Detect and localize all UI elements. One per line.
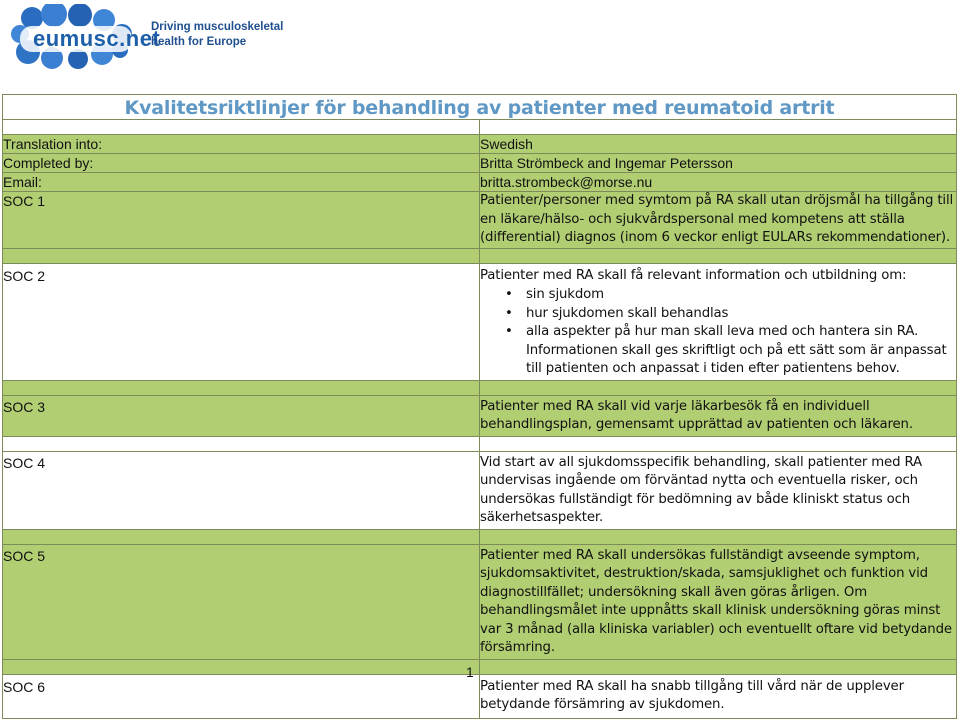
logo-tagline xyxy=(151,20,283,50)
soc2-label: SOC 2 xyxy=(3,263,480,380)
completed-row xyxy=(3,154,957,173)
completed-label: Completed by: xyxy=(3,154,480,173)
title-cell xyxy=(3,95,957,120)
page-number: 1 xyxy=(466,664,474,680)
list-item: • sin sjukdom xyxy=(526,286,956,305)
translation-label: Translation into: xyxy=(3,135,480,154)
soc2-bullet-list xyxy=(480,286,956,379)
soc5-text: Patienter med RA skall undersökas fullständigt avseende symptom, sjukdomsaktivitet, destruktion/skada, samsjuklighet och funktion vid diagnostillfället; undersökning skall även göras årligen. Om behandlingsmålet inte uppnåtts skall klinisk undersökning göras minst var 3 månad (alla kliniska variabler) och eventuellt oftare vid betydande försämring. xyxy=(480,544,957,659)
soc3-label: SOC 3 xyxy=(3,395,480,436)
soc4-label: SOC 4 xyxy=(3,451,480,529)
email-label: Email: xyxy=(3,173,480,192)
tagline-line-2: health for Europe xyxy=(151,36,247,48)
spacer-row xyxy=(3,380,957,395)
list-item: • alla aspekter på hur man skall leva med och hantera sin RA. Informationen skall ges skriftligt och på ett sätt som är anpassat till patienten och anpassat i tiden efter patientens behov. xyxy=(526,323,956,379)
soc1-row xyxy=(3,192,957,249)
spacer-row xyxy=(3,529,957,544)
soc2-intro: Patienter med RA skall få relevant information och utbildning om: xyxy=(480,267,907,283)
soc6-text: Patienter med RA skall ha snabb tillgång till vård när de upplever betydande försämring av sjukdomen. xyxy=(480,674,957,718)
soc5-row xyxy=(3,544,957,659)
email-row xyxy=(3,173,957,192)
spacer-row xyxy=(3,659,957,674)
logo-wordmark: eumusc.net xyxy=(33,26,161,51)
spacer-row xyxy=(3,436,957,451)
eumusc-logo xyxy=(8,2,338,70)
soc4-row xyxy=(3,451,957,529)
translation-value: Swedish xyxy=(480,135,957,154)
spacer-row xyxy=(3,120,957,135)
guidelines-table xyxy=(2,94,957,719)
soc2-row xyxy=(3,263,957,380)
email-value: britta.strombeck@morse.nu xyxy=(480,173,957,192)
spacer-row xyxy=(3,248,957,263)
title-row xyxy=(3,95,957,120)
soc6-label: SOC 6 xyxy=(3,674,480,718)
soc6-row xyxy=(3,674,957,718)
soc1-label: SOC 1 xyxy=(3,192,480,249)
soc3-row xyxy=(3,395,957,436)
document-title: Kvalitetsriktlinjer för behandling av patienter med reumatoid artrit xyxy=(124,97,835,119)
soc4-text: Vid start av all sjukdomsspecifik behandling, skall patienter med RA undervisas ingående om förväntad nytta och eventuella risker, och undersökas fullständigt för bedömning av både kliniskt status och säkerhetsaspekter. xyxy=(480,451,957,529)
list-item: • hur sjukdomen skall behandlas xyxy=(526,305,956,324)
soc3-text: Patienter med RA skall vid varje läkarbesök få en individuell behandlingsplan, gemensamt upprättad av patienten och läkaren. xyxy=(480,395,957,436)
soc2-content xyxy=(480,263,957,380)
soc5-label: SOC 5 xyxy=(3,544,480,659)
soc1-text: Patienter/personer med symtom på RA skall utan dröjsmål ha tillgång till en läkare/hälso- och sjukvårdspersonal med kompetens att ställa (differential) diagnos (inom 6 veckor enligt EULARs rekommendationer). xyxy=(480,192,957,249)
completed-value: Britta Strömbeck and Ingemar Petersson xyxy=(480,154,957,173)
translation-row xyxy=(3,135,957,154)
tagline-line-1: Driving musculoskeletal xyxy=(151,21,284,33)
